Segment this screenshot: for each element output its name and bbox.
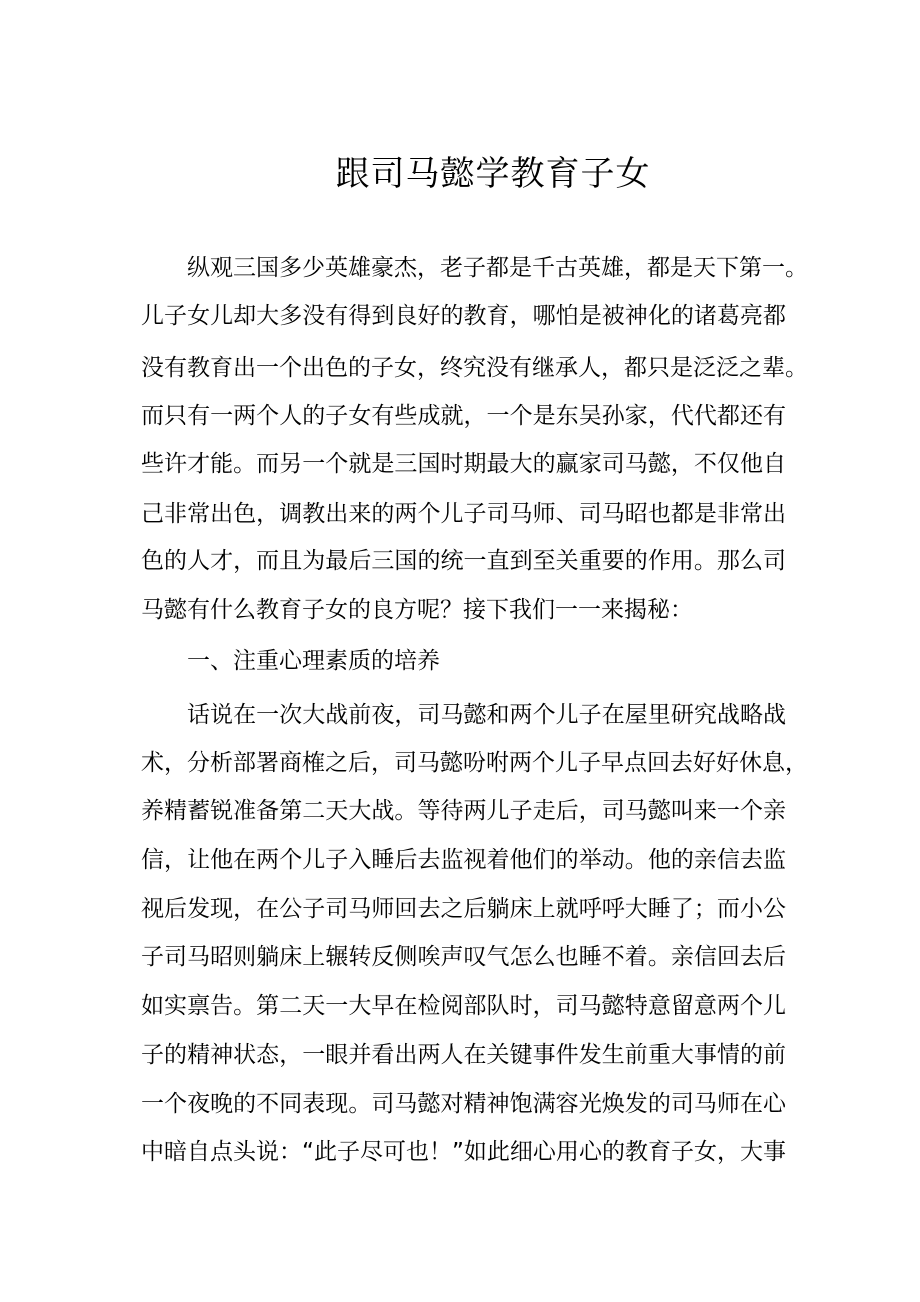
paragraph-line: 己非常出色，调教出来的两个儿子司马师、司马昭也都是非常出 (141, 501, 786, 527)
paragraph-line: 纵观三国多少英雄豪杰，老子都是千古英雄，都是天下第一。 (187, 255, 808, 281)
paragraph-line: 色的人才，而且为最后三国的统一直到至关重要的作用。那么司 (141, 548, 786, 574)
paragraph-line: 养精蓄锐准备第二天大战。等待两儿子走后，司马懿叫来一个亲 (141, 798, 786, 824)
paragraph-line: 如实禀告。第二天一大早在检阅部队时，司马懿特意留意两个儿 (141, 993, 786, 1019)
paragraph-line: 术，分析部署商榷之后，司马懿吩咐两个儿子早点回去好好休息， (141, 750, 808, 776)
paragraph-line: 子的精神状态，一眼并看出两人在关键事件发生前重大事情的前 (141, 1042, 786, 1068)
document-title: 跟司马懿学教育子女 (335, 153, 651, 194)
paragraph-line: 马懿有什么教育子女的良方呢？接下我们一一来揭秘： (141, 597, 693, 623)
paragraph-line: 一个夜晚的不同表现。司马懿对精神饱满容光焕发的司马师在心 (141, 1091, 786, 1117)
paragraph-line: 话说在一次大战前夜，司马懿和两个儿子在屋里研究战略战 (187, 702, 786, 728)
paragraph-line: 而只有一两个人的子女有些成就，一个是东吴孙家，代代都还有 (141, 403, 786, 429)
paragraph-line: 没有教育出一个出色的子女，终究没有继承人，都只是泛泛之辈。 (141, 355, 808, 381)
paragraph-line: 些许才能。而另一个就是三国时期最大的赢家司马懿，不仅他自 (141, 451, 786, 477)
paragraph-line: 视后发现，在公子司马师回去之后躺床上就呼呼大睡了；而小公 (141, 896, 786, 922)
paragraph-line: 信，让他在两个儿子入睡后去监视着他们的举动。他的亲信去监 (141, 847, 786, 873)
section-heading: 一、注重心理素质的培养 (187, 648, 440, 674)
paragraph-line: 儿子女儿却大多没有得到良好的教育，哪怕是被神化的诸葛亮都 (141, 303, 786, 329)
paragraph-line: 子司马昭则躺床上辗转反侧唉声叹气怎么也睡不着。亲信回去后 (141, 944, 786, 970)
paragraph-line: 中暗自点头说：“此子尽可也！”如此细心用心的教育子女，大事 (141, 1139, 786, 1165)
